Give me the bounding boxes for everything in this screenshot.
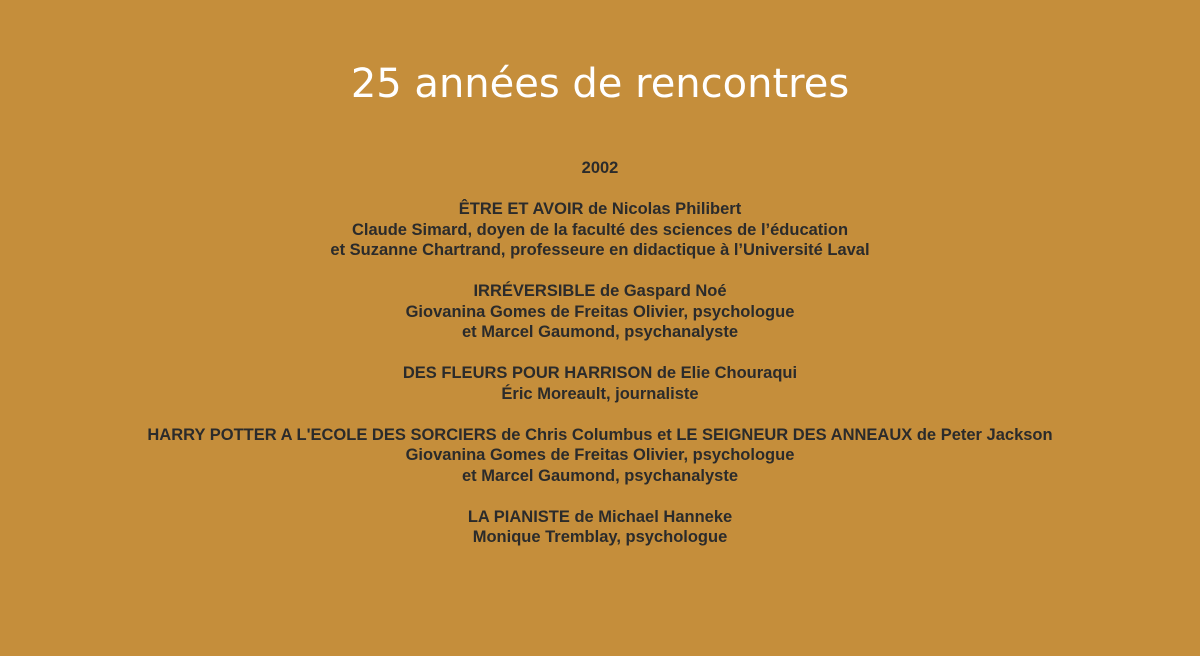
director: de Nicolas Philibert	[583, 200, 742, 218]
director: de Chris Columbus et	[496, 425, 677, 444]
film-line	[100, 363, 1100, 384]
guest-line: Éric Moreault, journaliste	[501, 384, 699, 403]
film-title: HARRY POTTER A L'ECOLE DES SORCIERS	[147, 425, 497, 444]
film-title-2: LE SEIGNEUR DES ANNEAUX	[676, 425, 913, 444]
guest-line: et Marcel Gaumond, psychanalyste	[461, 323, 738, 341]
film-title: DES FLEURS POUR HARRISON	[402, 364, 653, 382]
director: de Michael Hanneke	[569, 507, 733, 526]
director: de Elie Chouraqui	[652, 364, 798, 382]
film-line	[100, 425, 1100, 446]
year-heading: 2002	[581, 159, 619, 177]
film-title: LA PIANISTE	[467, 507, 570, 526]
entry-etre-et-avoir	[100, 199, 1100, 261]
guest-line: et Suzanne Chartrand, professeure en didactique à l’Université Laval	[330, 241, 870, 259]
guest-line: Giovanina Gomes de Freitas Olivier, psychologue	[405, 302, 795, 321]
guest-line: et Marcel Gaumond, psychanalyste	[461, 466, 738, 485]
director: de Gaspard Noé	[595, 282, 727, 300]
slide-content	[100, 158, 1100, 568]
guest-line: Monique Tremblay, psychologue	[472, 528, 728, 546]
entry-des-fleurs-pour-harrison	[100, 363, 1100, 404]
film-title: ÊTRE ET AVOIR	[458, 200, 584, 218]
entry-harry-potter-seigneur-des-anneaux	[100, 425, 1100, 487]
entry-irreversible	[100, 281, 1100, 343]
entry-la-pianiste	[100, 507, 1100, 548]
guest-line: Claude Simard, doyen de la faculté des sciences de l’éducation	[351, 220, 849, 239]
film-line	[100, 507, 1100, 528]
slide-title: 25 années de rencontres	[350, 61, 850, 107]
guest-line: Giovanina Gomes de Freitas Olivier, psychologue	[405, 446, 795, 464]
film-line	[100, 281, 1100, 302]
film-title: IRRÉVERSIBLE	[473, 282, 596, 300]
film-line	[100, 199, 1100, 220]
director: de Peter Jackson	[912, 425, 1053, 444]
